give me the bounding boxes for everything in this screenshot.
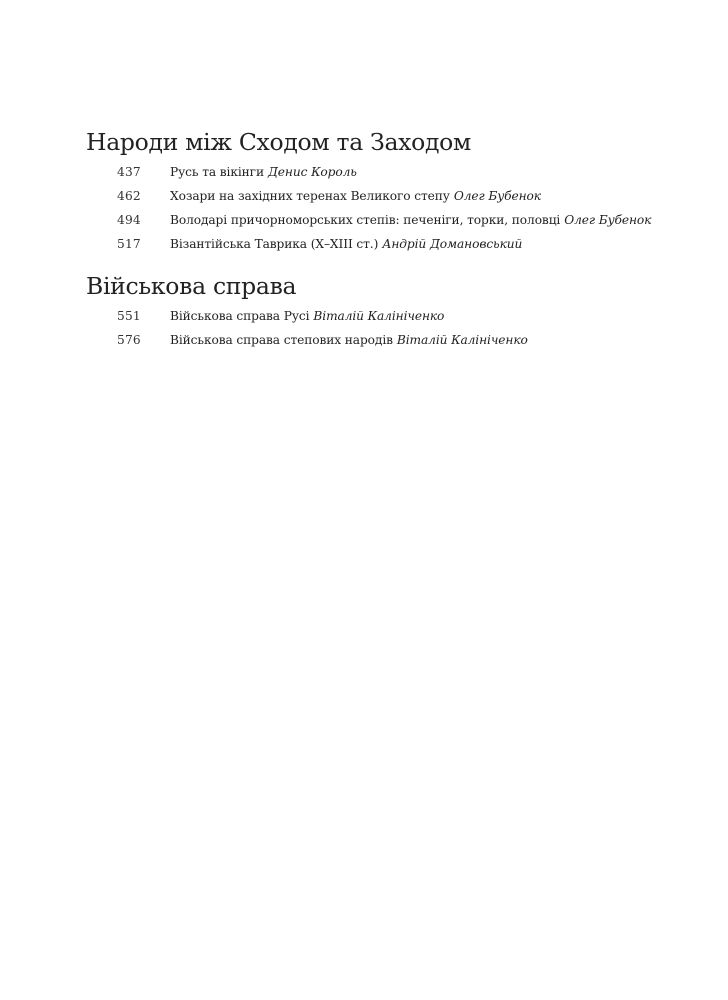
entry-page-number: 517 [117,237,141,251]
toc-entry [86,184,706,208]
entry-title: Володарі причорноморських степів: печеніги, торки, половці [170,213,561,227]
entry-author: Олег Бубенок [564,213,652,227]
entry-page-number: 494 [117,213,141,227]
toc-entry [86,160,706,184]
entry-author: Денис Король [268,165,357,179]
section-title: Народи між Сходом та Заходом [86,128,471,156]
entry-page-number: 551 [117,309,141,323]
toc-entry [86,208,706,232]
entry-author: Андрій Домановський [382,237,523,251]
entry-title: Військова справа Русі [170,309,310,323]
entry-author: Віталій Калініченко [313,309,445,323]
section-title: Військова справа [86,272,297,300]
toc-entry [86,304,706,328]
toc-section [86,270,706,352]
toc-entry [86,328,706,352]
entry-author: Олег Бубенок [453,189,541,203]
entry-title: Військова справа степових народів [170,333,393,347]
toc-entry-list [86,160,706,256]
entry-page-number: 437 [117,165,141,179]
entry-title: Русь та вікінги [170,165,264,179]
entry-title: Візантійська Таврика (X–XIII ст.) [170,237,379,251]
toc-section [86,126,706,256]
toc-entry-list [86,304,706,352]
entry-author: Віталій Калініченко [396,333,528,347]
entry-page-number: 462 [117,189,141,203]
entry-title: Хозари на західних теренах Великого степу [170,189,450,203]
toc-entry [86,232,706,256]
entry-page-number: 576 [117,333,141,347]
